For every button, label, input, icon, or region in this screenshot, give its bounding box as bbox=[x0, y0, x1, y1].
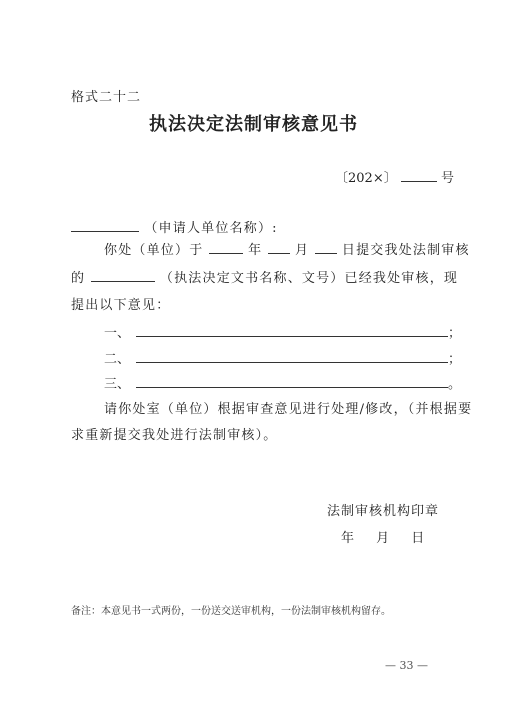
opinion-item-2 bbox=[104, 348, 461, 367]
paragraph-1-line-2 bbox=[71, 267, 458, 286]
day-blank[interactable] bbox=[315, 241, 337, 254]
applicant-line bbox=[71, 217, 278, 236]
month-blank[interactable] bbox=[268, 241, 290, 254]
opinion-end-mark: ； bbox=[448, 352, 462, 367]
applicant-name-blank[interactable] bbox=[71, 219, 139, 232]
month-label: 月 bbox=[294, 243, 310, 258]
paragraph-2-line-1: 请你处室（单位）根据审查意见进行处理/修改，（并根据要 bbox=[104, 402, 473, 417]
footnote: 备注：本意见书一式两份，一份送交送审机构，一份法制审核机构留存。 bbox=[71, 606, 391, 617]
opinion-number: 二、 bbox=[104, 352, 131, 367]
document-number-prefix: 〔202×〕 bbox=[335, 171, 397, 186]
applicant-label: （申请人单位名称）: bbox=[144, 221, 278, 236]
date-label: 年 月 日 bbox=[341, 531, 425, 546]
year-label: 年 bbox=[248, 243, 263, 258]
opinion-number: 三、 bbox=[104, 377, 131, 392]
year-blank[interactable] bbox=[209, 241, 243, 254]
document-number-suffix: 号 bbox=[441, 171, 455, 186]
opinion-item-1 bbox=[104, 322, 461, 341]
opinion-line[interactable] bbox=[136, 350, 448, 363]
day-label: 日提交我处法制审核 bbox=[341, 243, 470, 258]
opinion-number: 一、 bbox=[104, 326, 131, 341]
paragraph-1-line-1 bbox=[104, 239, 470, 258]
seal-label: 法制审核机构印章 bbox=[327, 504, 440, 519]
document-number-blank[interactable] bbox=[401, 169, 437, 182]
paragraph-1-text-a: 你处（单位）于 bbox=[104, 243, 204, 258]
document-number bbox=[335, 167, 454, 186]
paragraph-1-text-b-rest: （执法决定文书名称、文号）已经我处审核，现 bbox=[159, 271, 459, 286]
paragraph-1-line-3: 提出以下意见： bbox=[71, 298, 171, 313]
opinion-line[interactable] bbox=[136, 375, 448, 388]
opinion-end-mark: ； bbox=[448, 326, 462, 341]
format-label: 格式二十二 bbox=[71, 90, 142, 105]
page-number: — 33 — bbox=[385, 659, 428, 672]
opinion-end-mark: 。 bbox=[448, 377, 462, 392]
paragraph-2-line-2: 求重新提交我处进行法制审核）。 bbox=[71, 428, 278, 443]
decision-document-blank[interactable] bbox=[91, 269, 155, 282]
document-title: 执法决定法制审核意见书 bbox=[149, 114, 358, 135]
opinion-item-3 bbox=[104, 373, 461, 392]
opinion-line[interactable] bbox=[136, 324, 448, 337]
paragraph-1-text-b-lead: 的 bbox=[71, 271, 86, 286]
